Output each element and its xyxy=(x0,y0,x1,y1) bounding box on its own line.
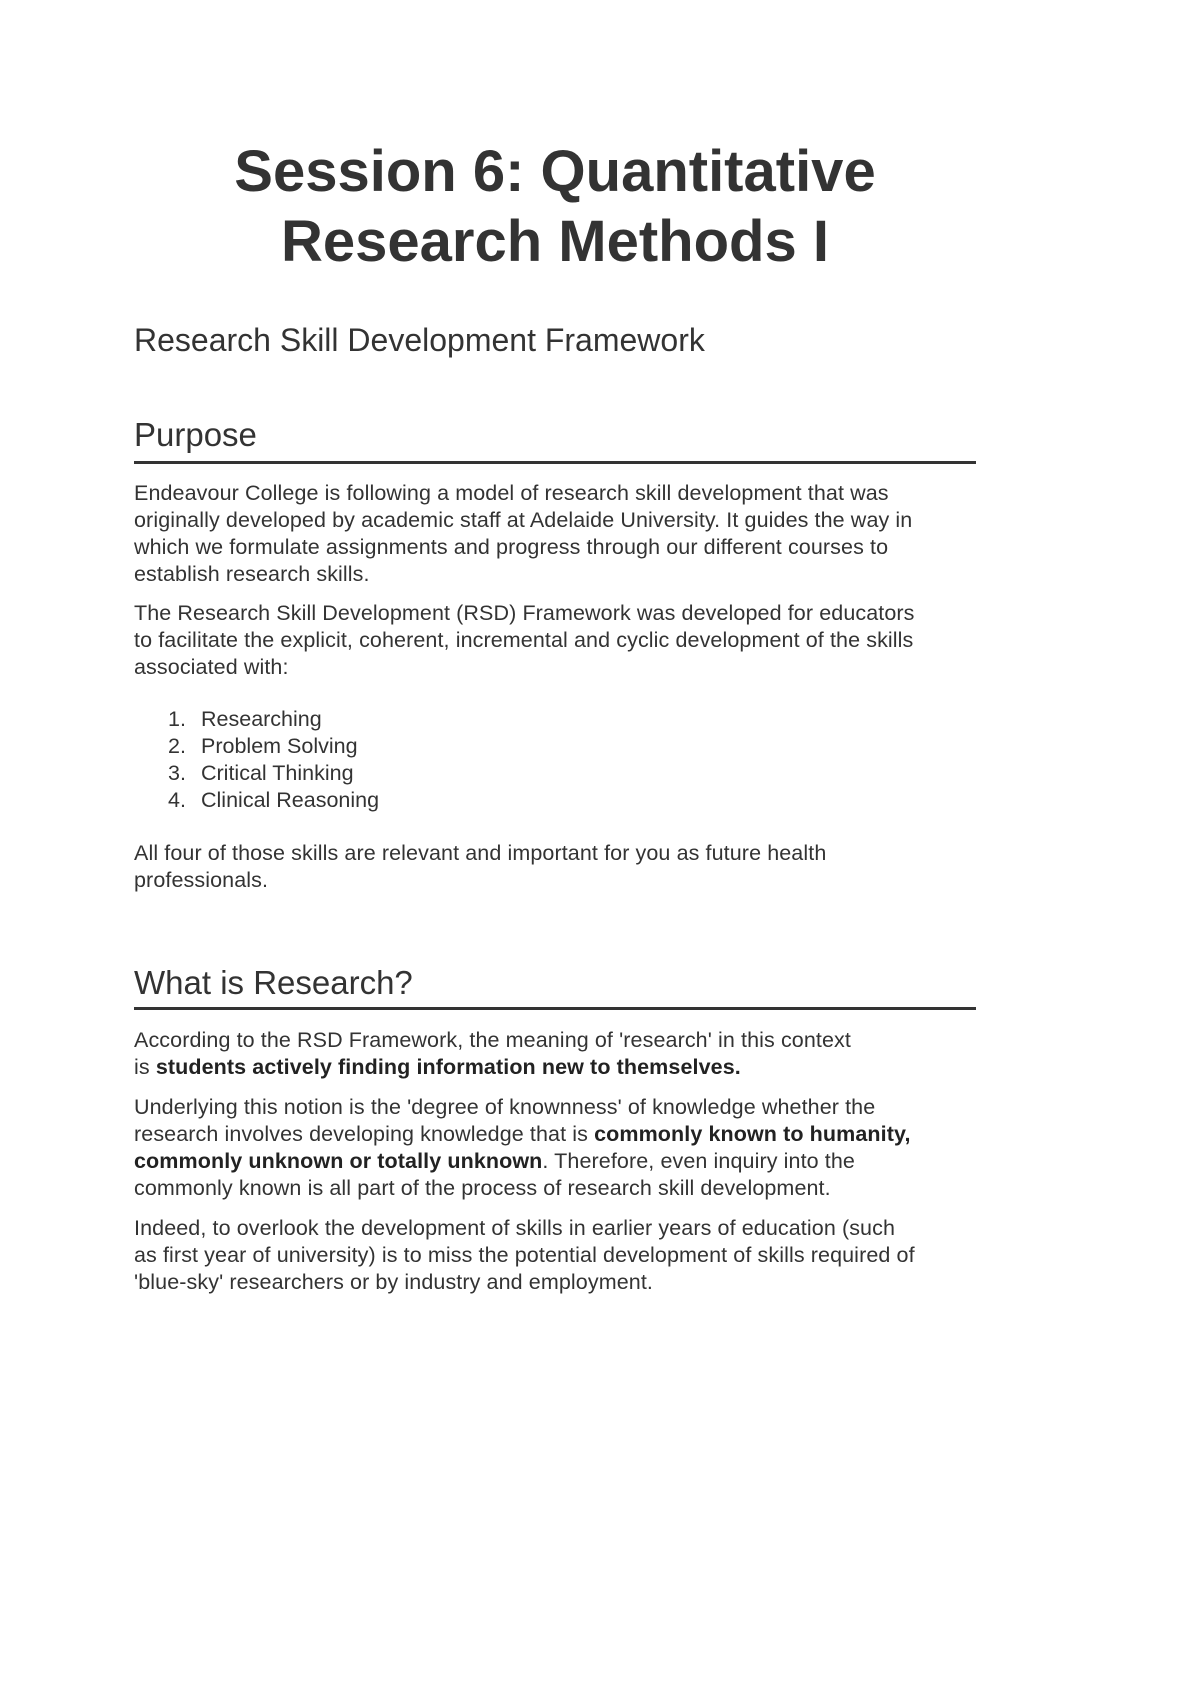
text-line xyxy=(134,1121,994,1148)
purpose-paragraph-1 xyxy=(134,480,994,588)
text-line: According to the RSD Framework, the meaning of 'research' in this context xyxy=(134,1028,851,1052)
list-text: Clinical Reasoning xyxy=(201,788,380,812)
list-number: 4. xyxy=(168,788,186,812)
list-number: 3. xyxy=(168,761,186,785)
bold-text: commonly known to humanity, xyxy=(594,1122,911,1146)
text-line: 'blue-sky' researchers or by industry and employment. xyxy=(134,1270,653,1294)
bold-text: commonly unknown or totally unknown xyxy=(134,1149,543,1173)
research-heading: What is Research? xyxy=(134,964,413,1001)
purpose-paragraph-3 xyxy=(134,840,994,894)
list-text: Critical Thinking xyxy=(201,761,354,785)
text-line: professionals. xyxy=(134,868,269,892)
text-line xyxy=(134,1054,994,1081)
text-line: to facilitate the explicit, coherent, incremental and cyclic development of the skills xyxy=(134,628,914,652)
text-line: originally developed by academic staff at Adelaide University. It guides the way in xyxy=(134,508,913,532)
text-span: . Therefore, even inquiry into the xyxy=(542,1149,855,1173)
title-line: Research Methods I xyxy=(281,209,829,274)
purpose-divider xyxy=(134,461,976,464)
research-paragraph-2 xyxy=(134,1094,994,1202)
text-span: is xyxy=(134,1055,156,1079)
text-line: which we formulate assignments and progress through our different courses to xyxy=(134,535,889,559)
text-line: associated with: xyxy=(134,655,289,679)
text-line: All four of those skills are relevant and important for you as future health xyxy=(134,841,827,865)
text-line: as first year of university) is to miss the potential development of skills required of xyxy=(134,1243,915,1267)
title-line: Session 6: Quantitative xyxy=(234,139,876,204)
text-line xyxy=(134,1148,994,1175)
text-line: commonly known is all part of the process of research skill development. xyxy=(134,1176,831,1200)
page-title xyxy=(0,137,1110,277)
text-line: Indeed, to overlook the development of skills in earlier years of education (such xyxy=(134,1216,896,1240)
bold-text: students actively finding information new to themselves. xyxy=(155,1055,741,1079)
research-divider xyxy=(134,1007,976,1010)
text-span: research involves developing knowledge that is xyxy=(134,1122,595,1146)
text-line: Endeavour College is following a model of research skill development that was xyxy=(134,481,889,505)
research-paragraph-1 xyxy=(134,1027,994,1081)
purpose-paragraph-2 xyxy=(134,600,994,681)
research-paragraph-3 xyxy=(134,1215,994,1296)
list-text: Researching xyxy=(201,707,322,731)
list-text: Problem Solving xyxy=(201,734,358,758)
list-number: 2. xyxy=(168,734,186,758)
text-line: The Research Skill Development (RSD) Framework was developed for educators xyxy=(134,601,915,625)
text-line: Underlying this notion is the 'degree of knownness' of knowledge whether the xyxy=(134,1095,876,1119)
subtitle: Research Skill Development Framework xyxy=(134,322,705,358)
list-number: 1. xyxy=(168,707,186,731)
text-line: establish research skills. xyxy=(134,562,370,586)
purpose-heading: Purpose xyxy=(134,416,257,453)
